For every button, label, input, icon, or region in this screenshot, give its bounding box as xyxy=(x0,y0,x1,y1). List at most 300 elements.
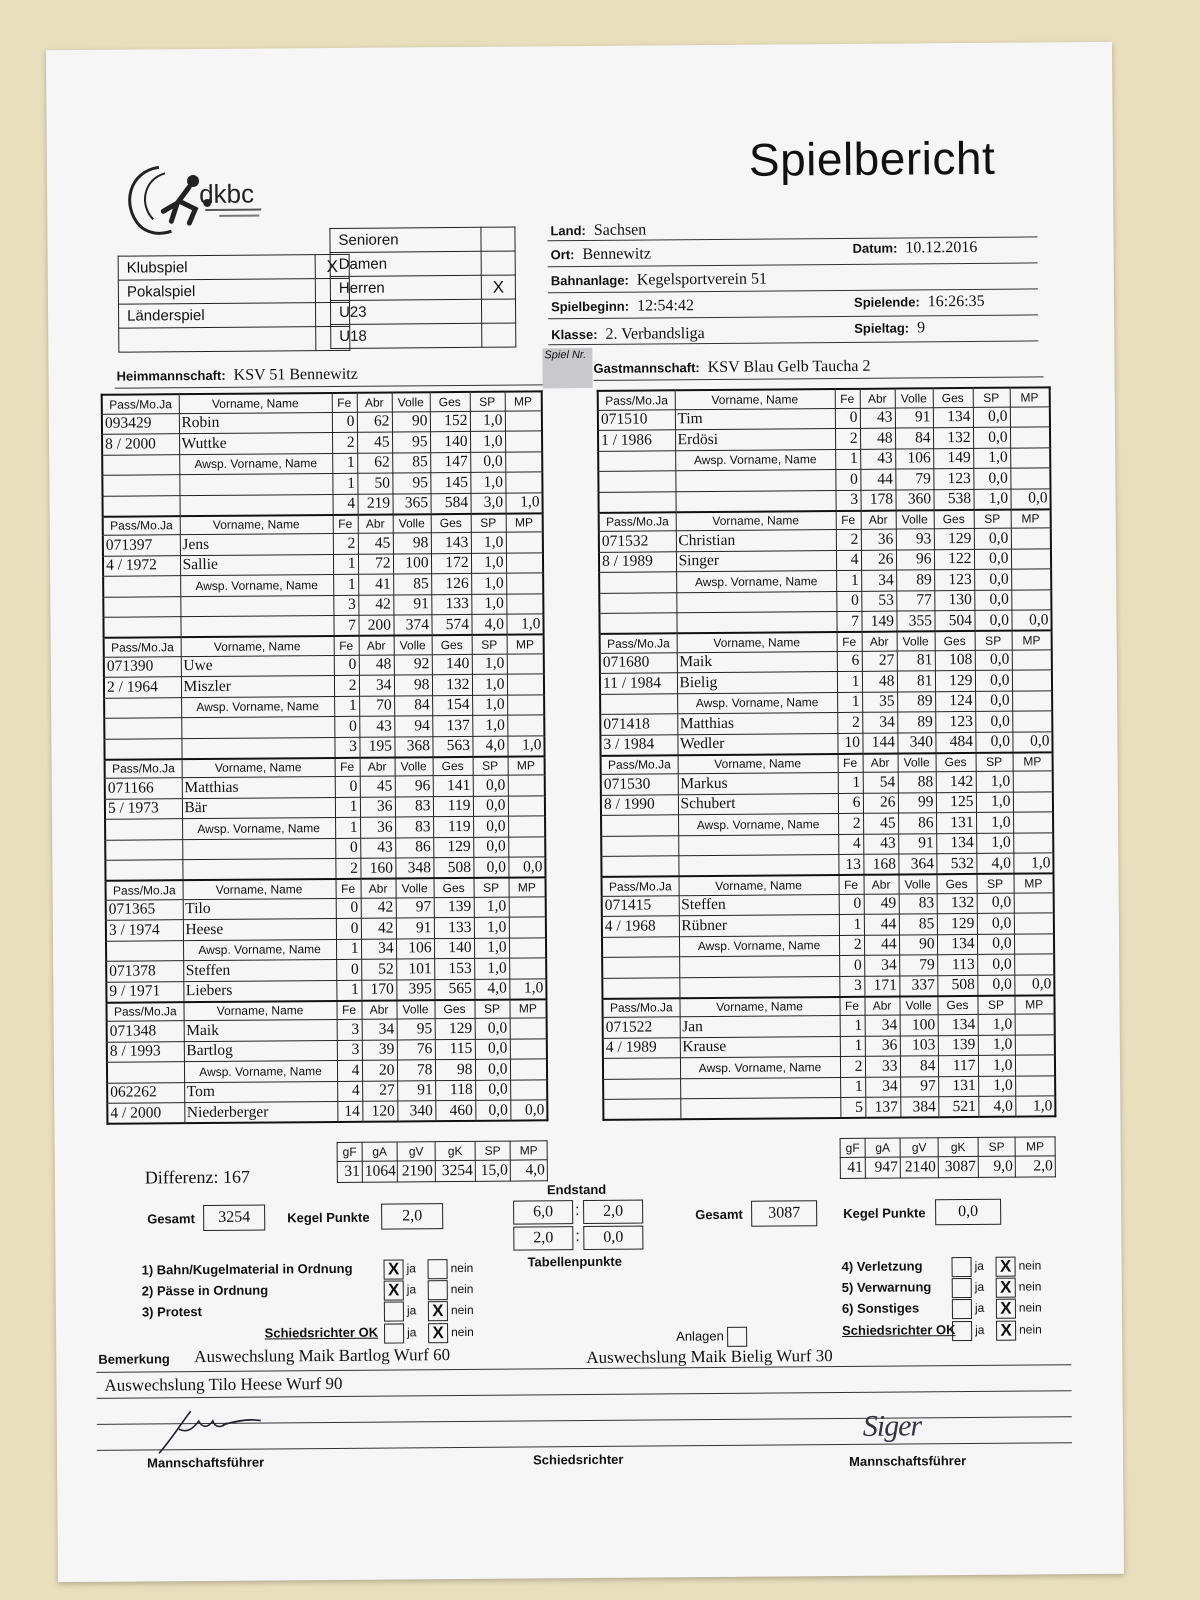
table-cell: 200 xyxy=(358,615,393,636)
table-cell: 8 / 1993 xyxy=(107,1041,184,1062)
table-cell: 129 xyxy=(935,670,975,691)
differenz: Differenz: 167 xyxy=(144,1166,251,1188)
table-cell: 119 xyxy=(433,796,473,817)
table-cell: 132 xyxy=(937,893,977,914)
table-cell: 460 xyxy=(435,1100,475,1121)
table-cell: Jens xyxy=(180,533,333,555)
table-cell: 0,0 xyxy=(975,691,1012,712)
table-cell: 149 xyxy=(861,611,896,632)
table-cell: 1,0 xyxy=(506,614,543,635)
table-cell: 129 xyxy=(433,837,473,858)
column-header: Pass/Mo.Ja xyxy=(106,880,183,900)
table-cell: Maik xyxy=(184,1019,337,1041)
guest-score-table xyxy=(597,386,1057,1121)
table-cell xyxy=(1013,832,1053,853)
datum-field: Datum: 10.12.2016 xyxy=(852,238,978,257)
table-cell: 126 xyxy=(431,573,471,594)
table-cell: 131 xyxy=(938,1076,978,1097)
table-cell: 2 xyxy=(334,675,359,696)
table-cell: 1,0 xyxy=(472,674,507,695)
table-cell xyxy=(510,1059,547,1080)
category-mark[interactable]: X xyxy=(481,275,515,299)
table-cell: 093429 xyxy=(102,413,179,434)
table-cell: 42 xyxy=(361,897,396,918)
totals-header: SP xyxy=(475,1141,510,1160)
home-captain-label: Mannschaftsführer xyxy=(147,1454,265,1471)
table-cell: 100 xyxy=(393,553,431,574)
column-header: Ges xyxy=(434,878,474,897)
awsp-label: Awsp. Vorname, Name xyxy=(679,935,839,957)
table-cell xyxy=(678,834,838,856)
table-cell: 44 xyxy=(864,914,899,935)
table-cell: 484 xyxy=(935,732,975,753)
table-cell: 504 xyxy=(934,610,974,631)
table-cell xyxy=(506,552,543,573)
ja-checkbox[interactable] xyxy=(952,1278,972,1298)
table-cell: 4,0 xyxy=(471,614,506,635)
table-cell: 48 xyxy=(359,654,394,675)
table-cell: 1,0 xyxy=(976,771,1013,792)
nein-checkbox[interactable] xyxy=(428,1280,448,1300)
table-cell xyxy=(675,470,835,492)
table-cell: 76 xyxy=(397,1039,435,1060)
column-header: Pass/Mo.Ja xyxy=(598,390,675,410)
table-cell xyxy=(181,737,334,759)
nein-checkbox[interactable] xyxy=(428,1259,448,1279)
tabellen-guest: 0,0 xyxy=(583,1226,643,1250)
table-cell: 0,0 xyxy=(473,816,508,837)
column-header: MP xyxy=(1012,630,1052,649)
table-cell: 2 xyxy=(335,858,360,879)
table-cell xyxy=(179,494,332,516)
table-cell: 0 xyxy=(336,898,361,919)
check-label: 6) Sonstiges xyxy=(841,1300,920,1317)
category-mark[interactable] xyxy=(482,323,516,347)
table-cell: 77 xyxy=(896,590,934,611)
check-label: 3) Protest xyxy=(141,1304,202,1320)
table-cell: 1,0 xyxy=(509,978,546,999)
table-cell: 85 xyxy=(392,452,430,473)
category-row xyxy=(330,227,515,252)
table-cell: Niederberger xyxy=(184,1101,337,1123)
table-cell xyxy=(676,612,836,634)
game-type-label: Länderspiel xyxy=(118,303,315,329)
table-cell: 0,0 xyxy=(475,1080,510,1101)
nein-label: nein xyxy=(1018,1279,1042,1295)
referee-ok-label: Schiedsrichter OK xyxy=(264,1325,379,1341)
table-cell: 86 xyxy=(898,813,936,834)
checks-left xyxy=(142,1259,474,1348)
table-cell: Uwe xyxy=(181,655,334,677)
table-cell xyxy=(105,839,182,860)
nein-label: nein xyxy=(1018,1258,1042,1274)
table-cell: 62 xyxy=(357,453,392,474)
table-cell xyxy=(1015,1034,1055,1055)
table-cell: 0,0 xyxy=(974,549,1011,570)
table-cell: 5 xyxy=(840,1097,865,1118)
table-cell: 3 xyxy=(337,1019,362,1040)
column-header: Fe xyxy=(336,1000,361,1019)
table-cell xyxy=(182,838,335,860)
totals-header: SP xyxy=(978,1137,1015,1156)
table-cell: 34 xyxy=(865,1015,900,1036)
game-type-row xyxy=(118,278,349,304)
table-cell: 133 xyxy=(431,594,471,615)
nein-checkbox[interactable]: X xyxy=(996,1278,1016,1298)
column-header: Abr xyxy=(359,635,394,654)
table-cell: 538 xyxy=(933,489,973,510)
table-cell: 508 xyxy=(433,857,473,878)
column-header: SP xyxy=(474,878,509,897)
nein-checkbox[interactable]: X xyxy=(996,1321,1016,1341)
table-cell: 3,0 xyxy=(470,493,505,514)
table-cell: 86 xyxy=(395,837,433,858)
column-header: Pass/Mo.Ja xyxy=(103,516,180,536)
table-cell xyxy=(1014,913,1054,934)
table-cell xyxy=(182,858,335,880)
table-cell: 2 xyxy=(835,428,860,449)
table-cell: 89 xyxy=(896,570,934,591)
table-cell: Steffen xyxy=(679,894,839,916)
column-header: MP xyxy=(508,756,545,775)
table-cell: 10 xyxy=(837,733,862,754)
column-header: Volle xyxy=(395,757,433,776)
table-cell: 3 xyxy=(333,595,358,616)
guest-kegel: 0,0 xyxy=(935,1199,1001,1226)
column-header: SP xyxy=(474,999,509,1018)
table-cell: 92 xyxy=(394,654,432,675)
totals-cell: 31 xyxy=(337,1161,362,1182)
ja-checkbox[interactable] xyxy=(952,1321,972,1341)
awsp-label: Awsp. Vorname, Name xyxy=(677,692,837,714)
remark-2: Auswechslung Maik Bielig Wurf 30 xyxy=(586,1346,833,1368)
totals-cell: 1064 xyxy=(362,1161,397,1182)
table-cell: 131 xyxy=(936,812,976,833)
ort-field: Ort: Bennewitz xyxy=(550,245,651,264)
table-cell: 139 xyxy=(938,1035,978,1056)
table-cell: 1,0 xyxy=(976,792,1013,813)
guest-gesamt-label: Gesamt xyxy=(695,1206,743,1223)
spieltag-field: Spieltag: 9 xyxy=(854,319,926,337)
table-cell: 168 xyxy=(863,854,898,875)
totals-cell: 2140 xyxy=(900,1157,938,1178)
table-cell: 4 xyxy=(836,550,861,571)
table-cell: 133 xyxy=(434,917,474,938)
column-header: Pass/Mo.Ja xyxy=(600,633,677,653)
table-cell: 584 xyxy=(430,493,470,514)
table-cell: 90 xyxy=(899,934,937,955)
awsp-label: Awsp. Vorname, Name xyxy=(184,1060,337,1082)
table-cell: 44 xyxy=(860,469,895,490)
table-cell xyxy=(1015,1055,1055,1076)
table-cell xyxy=(602,936,679,957)
table-cell: 72 xyxy=(358,554,393,575)
table-cell: 48 xyxy=(862,671,897,692)
table-cell: 0,0 xyxy=(473,775,508,796)
nein-label: nein xyxy=(450,1282,474,1297)
totals-header-row xyxy=(337,1141,547,1162)
table-cell xyxy=(180,615,333,637)
table-cell: 071530 xyxy=(601,774,678,795)
table-cell: 374 xyxy=(393,615,431,636)
table-cell xyxy=(675,490,835,512)
table-cell: 0,0 xyxy=(977,913,1014,934)
home-score-table xyxy=(101,390,549,1124)
table-cell: 91 xyxy=(895,407,933,428)
table-cell: Sallie xyxy=(180,554,333,576)
table-cell: 071348 xyxy=(107,1021,184,1042)
table-cell: 143 xyxy=(431,532,471,553)
table-cell: 0,0 xyxy=(475,1018,510,1039)
ja-checkbox[interactable] xyxy=(952,1257,972,1277)
table-cell xyxy=(505,410,542,431)
table-cell: 521 xyxy=(938,1096,978,1117)
table-cell: 1 xyxy=(332,473,357,494)
table-cell: 89 xyxy=(897,712,935,733)
table-cell: 83 xyxy=(395,796,433,817)
table-cell: 0,0 xyxy=(470,452,505,473)
column-header: Fe xyxy=(839,875,864,894)
table-cell xyxy=(510,1079,547,1100)
referee-ok-row xyxy=(842,1320,1042,1344)
anlagen-checkbox[interactable] xyxy=(727,1327,747,1347)
game-type-mark[interactable]: X xyxy=(315,254,349,278)
check-row xyxy=(142,1301,474,1325)
column-header: Abr xyxy=(357,393,392,412)
column-header: Fe xyxy=(335,757,360,776)
table-cell: 1 xyxy=(335,817,360,838)
table-cell: 137 xyxy=(865,1097,900,1118)
category-mark[interactable] xyxy=(481,299,515,323)
totals-row xyxy=(840,1156,1055,1178)
totals-header: gV xyxy=(397,1142,435,1161)
table-cell: 1,0 xyxy=(470,411,505,432)
ja-label: ja xyxy=(407,1325,417,1340)
category-label: Senioren xyxy=(330,227,481,252)
table-cell: 0,0 xyxy=(977,934,1014,955)
table-cell: 071532 xyxy=(599,531,676,552)
table-cell xyxy=(1013,791,1053,812)
table-cell: 4,0 xyxy=(976,853,1013,874)
table-cell: 42 xyxy=(361,918,396,939)
table-cell: 337 xyxy=(899,975,937,996)
table-cell xyxy=(106,940,183,961)
ja-checkbox[interactable] xyxy=(952,1299,972,1319)
table-cell: 98 xyxy=(393,533,431,554)
table-cell: 0,0 xyxy=(1010,488,1050,509)
table-cell: 8 / 2000 xyxy=(102,434,179,455)
table-cell: 1 xyxy=(839,914,864,935)
category-label: Herren xyxy=(330,275,481,300)
totals-cell: 4,0 xyxy=(510,1160,547,1181)
table-cell xyxy=(507,715,544,736)
table-cell xyxy=(598,471,675,492)
table-cell: 2 xyxy=(836,529,861,550)
table-cell: 171 xyxy=(864,976,899,997)
table-cell: 20 xyxy=(362,1060,397,1081)
table-cell: 172 xyxy=(431,553,471,574)
table-cell: 0 xyxy=(336,959,361,980)
table-cell: 1,0 xyxy=(471,573,506,594)
table-cell: 5 / 1973 xyxy=(105,798,182,819)
table-cell: Matthias xyxy=(677,713,837,735)
table-cell: 36 xyxy=(360,796,395,817)
table-cell: 43 xyxy=(863,834,898,855)
table-cell xyxy=(602,977,679,998)
nein-checkbox[interactable]: X xyxy=(996,1299,1016,1319)
awsp-label: Awsp. Vorname, Name xyxy=(182,817,335,839)
nein-label: nein xyxy=(450,1261,474,1276)
ja-checkbox[interactable] xyxy=(384,1301,404,1321)
category-table xyxy=(329,227,516,349)
table-cell: 1,0 xyxy=(1015,1096,1055,1117)
table-cell: 508 xyxy=(937,975,977,996)
nein-checkbox[interactable]: X xyxy=(428,1323,448,1343)
table-cell: 0,0 xyxy=(1014,974,1054,995)
table-cell: 95 xyxy=(392,473,430,494)
totals-cell: 3254 xyxy=(435,1160,475,1181)
ja-checkbox[interactable]: X xyxy=(384,1280,404,1300)
column-header: Volle xyxy=(396,878,434,897)
table-cell: 3 xyxy=(334,737,359,758)
column-header: Volle xyxy=(392,392,430,411)
table-cell: Steffen xyxy=(183,959,336,981)
table-cell: 152 xyxy=(430,411,470,432)
referee-ok-row xyxy=(142,1323,474,1348)
column-header: SP xyxy=(973,388,1010,407)
column-header: MP xyxy=(507,634,544,653)
column-header: MP xyxy=(506,513,543,532)
nein-label: nein xyxy=(1018,1300,1042,1316)
table-cell: 0,0 xyxy=(974,528,1011,549)
column-header: Ges xyxy=(933,388,973,407)
table-cell xyxy=(509,917,546,938)
table-cell: 9 / 1971 xyxy=(106,981,183,1002)
table-cell xyxy=(104,738,181,759)
table-cell: 0,0 xyxy=(975,732,1012,753)
ja-checkbox[interactable]: X xyxy=(384,1259,404,1279)
table-cell: Markus xyxy=(678,773,838,795)
table-cell: 1,0 xyxy=(472,695,507,716)
table-cell: 4 xyxy=(337,1081,362,1102)
table-cell: 0 xyxy=(332,412,357,433)
table-cell xyxy=(508,795,545,816)
column-header: Fe xyxy=(332,393,357,412)
table-cell: 160 xyxy=(360,858,395,879)
table-cell xyxy=(1010,427,1050,448)
table-cell: 90 xyxy=(392,411,430,432)
table-cell xyxy=(1015,1075,1055,1096)
ja-label: ja xyxy=(406,1261,416,1276)
table-cell: 170 xyxy=(361,979,396,1000)
table-cell xyxy=(104,697,181,718)
table-cell: 1 xyxy=(336,980,361,1001)
table-cell: 563 xyxy=(432,736,472,757)
table-cell: 1 xyxy=(838,772,863,793)
check-row xyxy=(842,1277,1042,1300)
category-mark[interactable] xyxy=(481,251,515,275)
table-cell: 071378 xyxy=(106,961,183,982)
table-cell xyxy=(1011,548,1051,569)
ja-checkbox[interactable] xyxy=(384,1323,404,1343)
column-header: Vorname, Name xyxy=(675,389,835,409)
table-cell: 1,0 xyxy=(471,594,506,615)
check-label: 4) Verletzung xyxy=(841,1258,923,1275)
table-cell: 1,0 xyxy=(474,897,509,918)
table-cell: 1,0 xyxy=(973,489,1010,510)
table-cell: 532 xyxy=(936,853,976,874)
dkbc-logo xyxy=(119,158,280,239)
column-header: Vorname, Name xyxy=(182,757,335,777)
table-cell: 0 xyxy=(335,838,360,859)
table-cell: 0,0 xyxy=(475,1100,510,1121)
table-cell: 125 xyxy=(936,792,976,813)
table-cell: 14 xyxy=(337,1101,362,1122)
awsp-label: Awsp. Vorname, Name xyxy=(181,696,334,718)
column-header: SP xyxy=(976,752,1013,771)
table-cell xyxy=(103,617,180,638)
table-cell: Tilo xyxy=(183,898,336,920)
column-header: SP xyxy=(975,631,1012,650)
remark-1: Auswechslung Maik Bartlog Wurf 60 xyxy=(194,1345,451,1367)
table-cell: 0,0 xyxy=(475,1059,510,1080)
table-cell xyxy=(1011,569,1051,590)
table-cell: 0,0 xyxy=(974,610,1011,631)
table-cell: 34 xyxy=(362,1019,397,1040)
table-cell: 96 xyxy=(395,776,433,797)
table-cell: 0,0 xyxy=(975,650,1012,671)
table-cell xyxy=(678,855,838,877)
table-cell: 140 xyxy=(430,431,470,452)
nein-checkbox[interactable]: X xyxy=(428,1301,448,1321)
table-cell xyxy=(676,591,836,613)
table-cell xyxy=(599,572,676,593)
table-cell: 7 xyxy=(333,615,358,636)
table-cell xyxy=(104,718,181,739)
home-totals-table xyxy=(337,1140,548,1182)
table-cell: 33 xyxy=(865,1056,900,1077)
table-cell: 1,0 xyxy=(978,1014,1015,1035)
category-mark[interactable] xyxy=(481,227,515,251)
table-cell: 129 xyxy=(937,913,977,934)
nein-checkbox[interactable]: X xyxy=(996,1257,1016,1277)
home-gesamt: 3254 xyxy=(203,1205,265,1231)
table-cell xyxy=(1013,771,1053,792)
table-cell: 1,0 xyxy=(978,1055,1015,1076)
column-header: Abr xyxy=(864,996,899,1015)
column-header: MP xyxy=(509,999,546,1018)
totals-header: gK xyxy=(435,1141,475,1160)
table-cell: 134 xyxy=(938,1014,978,1035)
table-cell: 1,0 xyxy=(470,472,505,493)
totals-header-row xyxy=(840,1137,1055,1158)
column-header: Vorname, Name xyxy=(183,1000,336,1020)
table-cell xyxy=(679,976,839,998)
table-cell: 34 xyxy=(865,1077,900,1098)
table-cell: 2 / 1964 xyxy=(104,677,181,698)
column-header: Pass/Mo.Ja xyxy=(601,755,678,775)
table-cell xyxy=(510,1018,547,1039)
table-cell xyxy=(506,532,543,553)
table-cell: 195 xyxy=(359,736,394,757)
table-cell: 93 xyxy=(896,529,934,550)
table-cell: 84 xyxy=(900,1056,938,1077)
table-cell: 78 xyxy=(397,1060,435,1081)
table-cell xyxy=(598,491,675,512)
tabellen-home: 2,0 xyxy=(513,1226,573,1250)
column-header: SP xyxy=(470,392,505,411)
referee-ok-label: Schiedsrichter OK xyxy=(842,1322,956,1339)
